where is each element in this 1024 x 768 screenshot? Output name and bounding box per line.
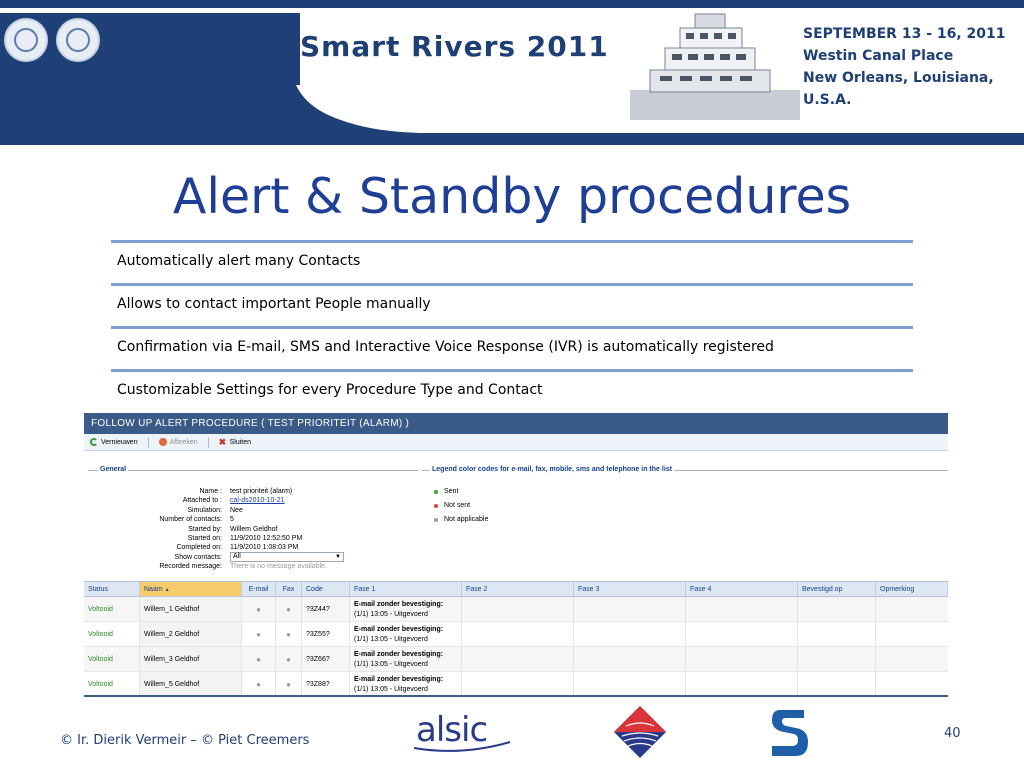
table-row[interactable] [84, 647, 948, 672]
bevestigd-op-cell [798, 647, 876, 671]
started-on-label: Started on: [187, 535, 222, 543]
legend-item-not-sent [434, 499, 488, 513]
procedure-details [84, 451, 948, 583]
column-fase-4[interactable]: Fase 4 [686, 582, 798, 596]
fase-1-detail: (1/1) 13:05 - Uitgevoerd [354, 661, 428, 668]
fase-3-cell [574, 647, 686, 671]
green-dot-icon [434, 490, 438, 494]
dropdown-arrow-icon: ▼ [335, 554, 341, 560]
fase-4-cell [686, 597, 798, 621]
alert-procedure-window [84, 413, 948, 697]
bullet-list [111, 240, 913, 412]
alsic-swoosh-icon [412, 740, 512, 754]
started-on-value: 11/9/2010 12:52:50 PM [230, 535, 303, 543]
column-naam-label: Naam [144, 586, 163, 593]
fase-1-detail: (1/1) 13:05 - Uitgevoerd [354, 686, 428, 693]
column-code[interactable]: Code [302, 582, 350, 596]
fase-1-cell [350, 647, 462, 671]
bevestigd-op-cell [798, 597, 876, 621]
opmerking-cell [876, 672, 948, 696]
simulation-value: Nee [230, 506, 243, 514]
bevestigd-op-cell [798, 622, 876, 646]
fase-1-cell [350, 597, 462, 621]
conference-city: New Orleans, Louisiana, U.S.A. [803, 70, 994, 108]
fase-1-detail: (1/1) 13:05 - Uitgevoerd [354, 636, 428, 643]
fase-2-cell [462, 672, 574, 696]
table-row[interactable] [84, 672, 948, 697]
s-logo-icon [768, 706, 812, 760]
started-by-label: Started by: [188, 525, 222, 533]
alsic-logo: alsic [416, 710, 488, 750]
general-legend: General [100, 466, 127, 473]
fase-1-detail: (1/1) 13:05 - Uitgevoerd [354, 611, 428, 618]
show-contacts-select[interactable] [230, 552, 344, 562]
fase-4-cell [686, 622, 798, 646]
color-legend-list [434, 485, 488, 527]
fase-4-cell [686, 672, 798, 696]
close-button[interactable] [219, 434, 251, 451]
bullet-item: Automatically alert many Contacts [111, 240, 913, 283]
fase-1-cell [350, 672, 462, 696]
legend-not-applicable-label: Not applicable [444, 516, 489, 523]
contacts-grid [84, 581, 948, 697]
gray-dot-icon [434, 518, 438, 522]
completed-on-label: Completed on: [176, 544, 222, 552]
column-bevestigd-op[interactable]: Bevestigd op [798, 582, 876, 596]
column-fase-3[interactable]: Fase 3 [574, 582, 686, 596]
seal-logo-icon [4, 18, 48, 62]
general-labels [122, 487, 222, 572]
name-value: test prioriteit (alarm) [230, 488, 293, 495]
legend-not-sent-label: Not sent [444, 502, 471, 509]
status-cell: Voltooid [84, 597, 140, 621]
naam-cell: Willem_1 Geldhof [140, 597, 242, 621]
name-label: Name : [199, 488, 222, 495]
column-naam[interactable] [140, 582, 242, 596]
column-opmerking[interactable]: Opmerking [876, 582, 948, 596]
bullet-item: Customizable Settings for every Procedure Type and Contact [111, 369, 913, 412]
fase-1-cell [350, 622, 462, 646]
abort-icon [159, 438, 167, 446]
column-email[interactable]: E-mail [242, 582, 276, 596]
refresh-button[interactable] [90, 434, 138, 451]
simulation-label: Simulation: [187, 506, 222, 514]
email-status-icon: ● [242, 622, 276, 646]
bevestigd-op-cell [798, 672, 876, 696]
conference-name: Smart Rivers 2011 [300, 30, 609, 63]
completed-on-value: 11/9/2010 1:08:03 PM [230, 544, 299, 552]
fase-3-cell [574, 672, 686, 696]
abort-button[interactable] [159, 434, 198, 451]
fase-4-cell [686, 647, 798, 671]
column-status[interactable]: Status [84, 582, 140, 596]
banner-top-stripe [0, 0, 1024, 8]
recorded-message-label: Recorded message: [159, 563, 222, 571]
bullet-item: Allows to contact important People manually [111, 283, 913, 326]
toolbar-separator [208, 437, 209, 448]
code-cell: ?3Z44? [302, 597, 350, 621]
toolbar-separator [148, 437, 149, 448]
fase-1-title: E-mail zonder bevestiging: [354, 601, 444, 608]
conference-banner [0, 0, 1024, 145]
status-cell: Voltooid [84, 672, 140, 696]
attached-to-label: Attached to : [182, 497, 222, 505]
fase-1-title: E-mail zonder bevestiging: [354, 626, 444, 633]
started-by-value: Willem Geldhof [230, 525, 278, 533]
window-toolbar [84, 434, 948, 451]
column-fax[interactable]: Fax [276, 582, 302, 596]
legend-item-not-applicable [434, 513, 488, 527]
conference-dates: SEPTEMBER 13 - 16, 2011 [803, 26, 1006, 42]
fax-status-icon: ● [276, 647, 302, 671]
towboat-image [620, 10, 800, 120]
general-fieldset-border [88, 470, 418, 471]
opmerking-cell [876, 597, 948, 621]
fase-2-cell [462, 647, 574, 671]
fax-status-icon: ● [276, 622, 302, 646]
slide-title: Alert & Standby procedures [172, 168, 852, 225]
window-title: FOLLOW UP ALERT PROCEDURE ( TEST PRIORITEIT (ALARM) ) [84, 413, 948, 434]
red-dot-icon [434, 504, 438, 508]
email-status-icon: ● [242, 672, 276, 696]
diamond-logo-icon [612, 704, 668, 760]
fase-1-title: E-mail zonder bevestiging: [354, 651, 444, 658]
email-status-icon: ● [242, 647, 276, 671]
opmerking-cell [876, 622, 948, 646]
naam-cell: Willem_3 Geldhof [140, 647, 242, 671]
status-cell: Voltooid [84, 647, 140, 671]
legend-sent-label: Sent [444, 488, 459, 495]
emblem-logo-icon [56, 18, 100, 62]
refresh-icon [90, 438, 98, 446]
show-contacts-label: Show contacts: [174, 553, 222, 561]
contacts-count-value: 5 [230, 516, 234, 524]
column-fase-2[interactable]: Fase 2 [462, 582, 574, 596]
conference-venue: Westin Canal Place [803, 48, 954, 64]
grid-bottom-border [84, 695, 948, 697]
fase-3-cell [574, 597, 686, 621]
page-number: 40 [944, 726, 961, 741]
status-cell: Voltooid [84, 622, 140, 646]
sort-ascending-icon: ▲ [164, 587, 170, 593]
contacts-count-label: Number of contacts: [159, 516, 222, 524]
fase-1-title: E-mail zonder bevestiging: [354, 676, 444, 683]
legend-item-sent [434, 485, 488, 499]
close-label: Sluiten [229, 438, 252, 446]
opmerking-cell [876, 647, 948, 671]
close-icon: ✖ [218, 437, 227, 447]
fase-3-cell [574, 622, 686, 646]
footer-credit: © Ir. Dierik Vermeir – © Piet Creemers [60, 733, 310, 748]
code-cell: ?3Z66? [302, 647, 350, 671]
table-row[interactable] [84, 597, 948, 622]
attached-to-link[interactable]: cal-ds2010-10-21 [230, 497, 285, 505]
code-cell: ?3Z88? [302, 672, 350, 696]
naam-cell: Willem_5 Geldhof [140, 672, 242, 696]
table-row[interactable] [84, 622, 948, 647]
bullet-item: Confirmation via E-mail, SMS and Interactive Voice Response (IVR) is automatically registered [111, 326, 913, 369]
color-legend-title: Legend color codes for e-mail, fax, mobile, sms and telephone in the list [432, 466, 672, 473]
fase-2-cell [462, 597, 574, 621]
fase-2-cell [462, 622, 574, 646]
grid-header [84, 581, 948, 597]
column-fase-1[interactable]: Fase 1 [350, 582, 462, 596]
naam-cell: Willem_2 Geldhof [140, 622, 242, 646]
code-cell: ?3Z55? [302, 622, 350, 646]
conference-details [803, 23, 1024, 111]
refresh-label: Vernieuwen [101, 438, 138, 446]
email-status-icon: ● [242, 597, 276, 621]
abort-label: Afbreken [169, 438, 198, 446]
fax-status-icon: ● [276, 672, 302, 696]
recorded-message-value: There is no message available. [230, 563, 327, 571]
show-contacts-value: All [233, 553, 241, 560]
fax-status-icon: ● [276, 597, 302, 621]
